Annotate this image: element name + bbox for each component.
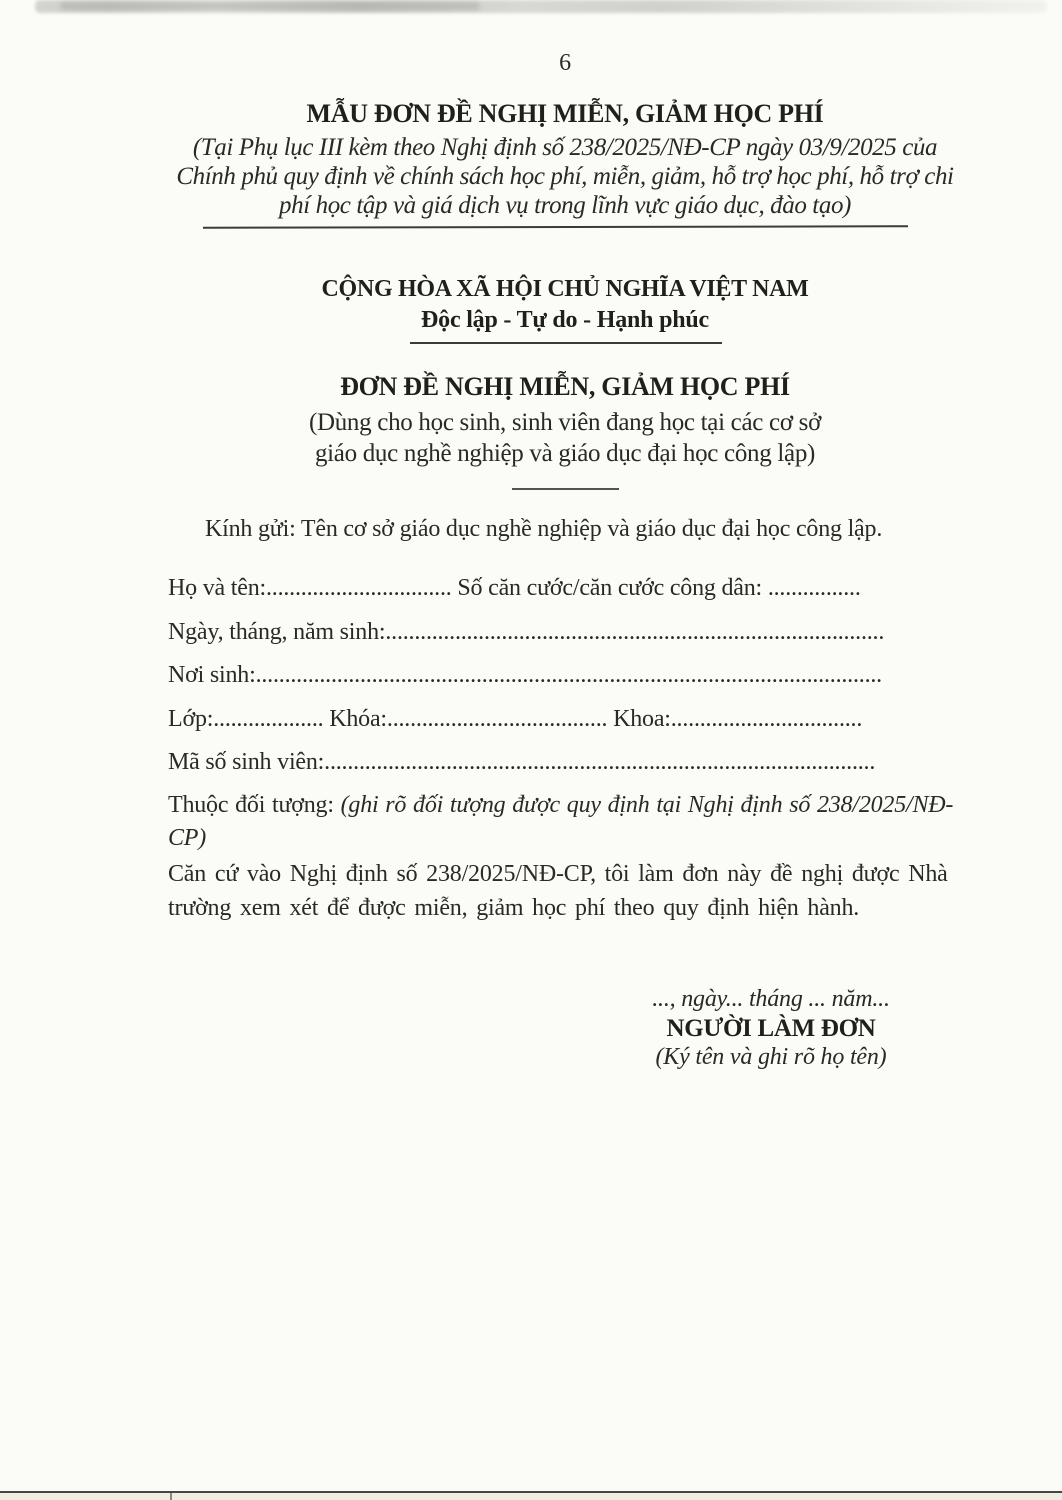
field-row-date-of-birth	[168, 616, 910, 648]
field-row-class-course-faculty	[168, 703, 910, 735]
form-template-title: MẪU ĐƠN ĐỀ NGHỊ MIỄN, GIẢM HỌC PHÍ	[306, 99, 824, 128]
dob-blank: ......................................................................................	[385, 619, 885, 645]
subject-label: Thuộc đối tượng:	[168, 792, 341, 818]
signature-date-line: ..., ngày... tháng ... năm...	[652, 986, 890, 1012]
form-subtitle	[68, 407, 1062, 469]
student-id-blank: ...............................................................................................	[324, 749, 876, 775]
divider-motto	[410, 342, 722, 344]
signature-role: NGƯỜI LÀM ĐƠN	[666, 1015, 876, 1042]
faculty-label: Khoa:	[607, 706, 671, 732]
class-label: Lớp:	[168, 706, 214, 732]
pob-blank: ............................................................................................................	[255, 662, 882, 688]
form-template-subtitle	[68, 133, 1062, 220]
full-name-label: Họ và tên:	[168, 575, 266, 601]
scan-artifact-bottom-strip	[0, 1493, 1062, 1500]
form-subtitle-line-2: giáo dục nghề nghiệp và giáo dục đại học công lập)	[314, 440, 816, 467]
form-title: ĐƠN ĐỀ NGHỊ MIỄN, GIẢM HỌC PHÍ	[340, 372, 790, 401]
recipient-line: Kính gửi: Tên cơ sở giáo dục nghề nghiệp và giáo dục đại học công lập.	[205, 516, 883, 542]
class-blank: ...................	[213, 706, 324, 732]
subject-note-line-1: (ghi rõ đối tượng được quy định tại Nghị định số 238/2025/NĐ-	[340, 792, 954, 818]
subtitle-line-3: phí học tập và giá dịch vụ trong lĩnh vực giáo dục, đào tạo)	[279, 192, 851, 219]
id-number-blank: ................	[767, 575, 861, 601]
subject-note-line-2: CP)	[168, 825, 207, 851]
id-number-label: Số căn cước/căn cước công dân:	[451, 575, 768, 601]
subtitle-line-2: Chính phủ quy định về chính sách học phí, miễn, giảm, hỗ trợ học phí, hỗ trợ chi	[176, 163, 954, 190]
field-row-student-id	[168, 746, 910, 778]
student-id-label: Mã số sinh viên:	[168, 749, 325, 775]
course-blank: ......................................	[386, 706, 608, 732]
scan-artifact-bottom-tick	[170, 1493, 172, 1500]
subject-category-paragraph	[168, 789, 954, 855]
form-subtitle-line-1: (Dùng cho học sinh, sinh viên đang học tại các cơ sở	[308, 409, 822, 436]
dob-label: Ngày, tháng, năm sinh:	[168, 619, 386, 645]
faculty-blank: .................................	[670, 706, 863, 732]
national-header-motto: Độc lập - Tự do - Hạnh phúc	[421, 307, 709, 333]
national-header-country: CỘNG HÒA XÃ HỘI CHỦ NGHĨA VIỆT NAM	[321, 276, 809, 302]
pob-label: Nơi sinh:	[168, 662, 256, 688]
field-row-name-and-id	[168, 572, 910, 604]
request-paragraph	[168, 857, 954, 925]
full-name-blank: ................................	[265, 575, 452, 601]
field-row-place-of-birth	[168, 659, 910, 691]
page-number: 6	[559, 50, 571, 76]
request-line-1: Căn cứ vào Nghị định số 238/2025/NĐ-CP, tôi làm đơn này đề nghị được Nhà	[168, 861, 948, 887]
scan-artifact-top-smudge-dark	[60, 2, 480, 10]
subtitle-line-1: (Tại Phụ lục III kèm theo Nghị định số 238/2025/NĐ-CP ngày 03/9/2025 của	[192, 134, 938, 161]
divider-header	[203, 225, 908, 228]
request-line-2: trường xem xét để được miễn, giảm học phí theo quy định hiện hành.	[168, 895, 860, 921]
course-label: Khóa:	[323, 706, 387, 732]
scan-artifact-bottom-edge-line	[0, 1491, 1062, 1493]
divider-form-title	[512, 488, 619, 490]
signature-note: (Ký tên và ghi rõ họ tên)	[655, 1044, 887, 1070]
signature-block	[620, 985, 922, 1072]
